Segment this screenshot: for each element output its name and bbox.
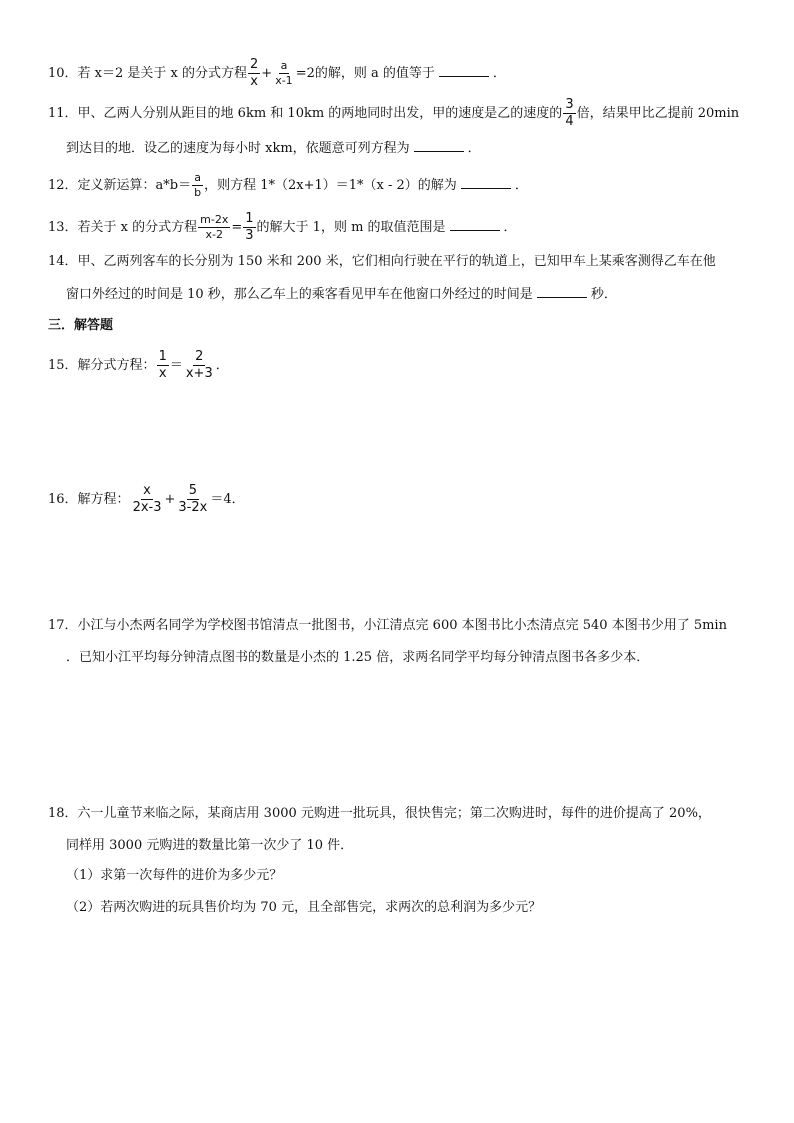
fraction: [563, 98, 575, 129]
question-text: 甲、乙两列客车的长分别为 150 米和 200 米，它们相向行驶在平行的轨道上，已知甲车上某乘客测得乙车在他: [77, 254, 716, 269]
answer-blank[interactable]: [450, 217, 500, 231]
question-text: 秒．: [590, 287, 617, 302]
question-text: ＝4．: [210, 492, 245, 507]
numerator: m-2x: [200, 213, 229, 226]
numerator: 1: [245, 211, 254, 226]
question-17: [48, 616, 727, 636]
period: ．: [514, 178, 528, 193]
denominator: 3: [245, 228, 254, 243]
fraction: [192, 172, 203, 199]
question-text: 六一儿童节来临之际，某商店用 3000 元购进一批玩具，很快售完；第二次购进时，每件的进价提高了 20%，: [77, 806, 711, 821]
answer-blank[interactable]: [439, 63, 489, 77]
denominator: 3-2x: [178, 500, 208, 515]
question-14: [48, 252, 716, 272]
sub-question-2: [66, 898, 541, 918]
plus-sign: +: [261, 66, 273, 81]
fraction: [273, 60, 294, 87]
sub-question-1: [66, 866, 282, 886]
question-17-line2: [66, 648, 649, 668]
numerator: 3: [565, 97, 574, 112]
equals-sign: =: [231, 220, 243, 235]
question-text: 到达目的地．设乙的速度为每小时 xkm，依题意可列方程为: [66, 141, 410, 156]
question-number: 17．: [48, 618, 78, 633]
fraction: [157, 350, 169, 381]
equals-sign: ＝: [169, 358, 183, 373]
question-15: [48, 350, 229, 381]
numerator: 5: [188, 483, 198, 498]
question-13: [48, 212, 517, 243]
question-text: ，则方程 1*（2x+1）＝1*（x - 2）的解为: [204, 178, 457, 193]
question-text: 的解大于 1，则 m 的取值范围是: [256, 220, 446, 235]
period: ．: [215, 358, 229, 373]
question-18: [48, 804, 711, 824]
numerator: x: [143, 483, 151, 498]
denominator: x+3: [185, 366, 213, 381]
question-text: 的解，则 a 的值等于: [314, 66, 435, 81]
plus-sign: +: [164, 492, 176, 507]
question-text: ．已知小江平均每分钟清点图书的数量是小杰的 1.25 倍，求两名同学平均每分钟清点图书各多少本．: [66, 650, 650, 665]
question-number: 18．: [48, 806, 78, 821]
question-12: [48, 172, 528, 199]
question-text: 窗口外经过的时间是 10 秒，那么乙车上的乘客看见甲车在他窗口外经过的时间是: [66, 287, 533, 302]
denominator: x: [250, 74, 258, 89]
denominator: b: [194, 186, 202, 199]
question-number: 10．: [48, 66, 78, 81]
question-text: 同样用 3000 元购进的数量比第一次少了 10 件．: [66, 838, 354, 853]
fraction: [184, 350, 215, 381]
question-number: 11．: [48, 106, 78, 121]
fraction: [243, 212, 255, 243]
answer-blank[interactable]: [414, 138, 464, 152]
period: ．: [467, 141, 481, 156]
numerator: a: [194, 171, 201, 184]
question-18-line2: [66, 836, 353, 856]
question-number: 16．: [48, 492, 78, 507]
question-number: 12．: [48, 178, 78, 193]
question-11-line2: [66, 138, 481, 159]
question-14-line2: [66, 284, 617, 305]
question-11: [48, 98, 739, 129]
answer-blank[interactable]: [537, 284, 587, 298]
question-text: 定义新运算：a*b＝: [77, 178, 192, 193]
fraction: [131, 484, 164, 515]
period: ．: [492, 66, 506, 81]
question-16: [48, 484, 245, 515]
section-heading: 三．解答题: [48, 318, 114, 333]
denominator: 2x-3: [132, 500, 162, 515]
question-number: 13．: [48, 220, 78, 235]
equals-text: =2: [295, 66, 315, 81]
numerator: 2: [195, 349, 204, 364]
denominator: x-1: [275, 74, 293, 87]
fraction: [198, 214, 230, 241]
question-text: 解分式方程：: [77, 358, 156, 373]
answer-blank[interactable]: [461, 175, 511, 189]
numerator: 2: [250, 57, 259, 72]
question-text: 若 x＝2 是关于 x 的分式方程: [77, 66, 248, 81]
period: ．: [503, 220, 517, 235]
fraction: [248, 58, 260, 89]
numerator: 1: [158, 349, 167, 364]
question-text: 甲、乙两人分别从距目的地 6km 和 10km 的两地同时出发，甲的速度是乙的速度的: [77, 106, 563, 121]
question-text: 若关于 x 的分式方程: [77, 220, 198, 235]
question-text: （1）求第一次每件的进价为多少元？: [66, 868, 283, 883]
question-number: 14．: [48, 254, 78, 269]
question-text: 小江与小杰两名同学为学校图书馆清点一批图书，小江清点完 600 本图书比小杰清点完 540 本图书少用了 5min: [77, 618, 727, 633]
numerator: a: [280, 59, 288, 72]
question-10: [48, 58, 506, 89]
fraction: [176, 484, 209, 515]
denominator: x-2: [205, 228, 223, 241]
question-text: 倍，结果甲比乙提前 20min: [576, 106, 740, 121]
question-text: （2）若两次购进的玩具售价均为 70 元，且全部售完，求两次的总利润为多少元？: [66, 900, 542, 915]
denominator: x: [158, 366, 167, 381]
question-text: 解方程：: [77, 492, 130, 507]
question-number: 15．: [48, 358, 78, 373]
denominator: 4: [565, 114, 574, 129]
